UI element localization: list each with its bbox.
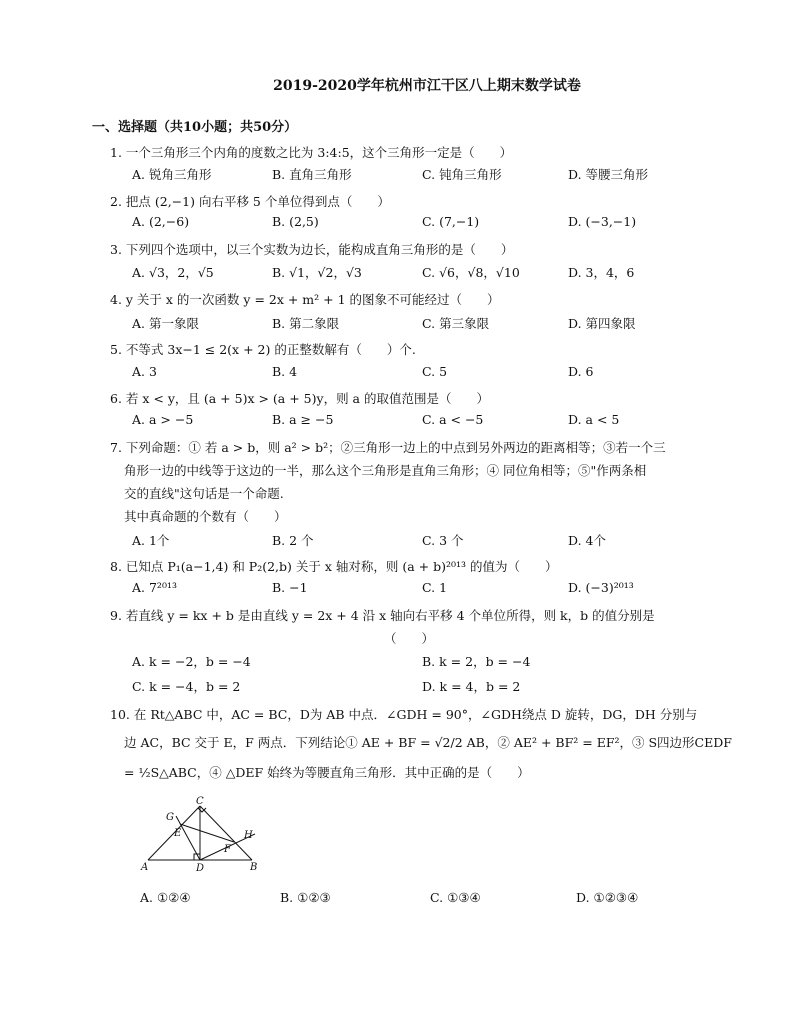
label-b: B <box>250 862 258 873</box>
question-10-line-1: 10. 在 Rt△ABC 中，AC = BC，D为 AB 中点．∠GDH = 90°，∠GDH绕点 D 旋转，DG，DH 分别与 <box>110 707 698 722</box>
option-c[interactable]: C. 5 <box>422 364 448 379</box>
question-3-stem: 3. 下列四个选项中，以三个实数为边长，能构成直角三角形的是（ ） <box>110 242 514 257</box>
option-a[interactable]: A. a > −5 <box>132 412 194 427</box>
question-10-line-3: = ½S△ABC，④ △DEF 始终为等腰直角三角形．其中正确的是（ ） <box>124 765 530 780</box>
question-7-line-2: 角形一边的中线等于这边的一半，那么这个三角形是直角三角形；④ 同位角相等；⑤"作两条相 <box>124 463 647 478</box>
option-d[interactable]: D. 4个 <box>568 533 606 548</box>
option-c[interactable]: C. 1 <box>422 580 448 595</box>
geometry-figure <box>140 796 265 874</box>
option-d[interactable]: D. ①②③④ <box>576 890 639 905</box>
question-9-line-2: （ ） <box>384 631 435 646</box>
question-7-line-1: 7. 下列命题：① 若 a > b，则 a² > b²；②三角形一边上的中点到另外两边的距离相等；③若一个三 <box>110 440 666 455</box>
question-6-options <box>132 412 692 430</box>
option-a[interactable]: A. ①②④ <box>140 890 191 905</box>
option-a[interactable]: A. 第一象限 <box>132 316 199 331</box>
option-a[interactable]: A. k = −2，b = −4 <box>132 654 251 669</box>
option-b[interactable]: B. (2,5) <box>272 214 319 229</box>
question-1-stem: 1. 一个三角形三个内角的度数之比为 3:4:5，这个三角形一定是（ ） <box>110 145 513 160</box>
option-d[interactable]: D. 3，4，6 <box>568 265 635 280</box>
option-d[interactable]: D. a < 5 <box>568 412 620 427</box>
label-c: C <box>196 796 204 807</box>
question-7-line-3: 交的直线"这句话是一个命题. <box>124 486 284 501</box>
option-c[interactable]: C. ①③④ <box>430 890 481 905</box>
label-f: F <box>224 844 231 855</box>
question-9-options-row-2 <box>132 677 692 695</box>
question-9-line-1: 9. 若直线 y = kx + b 是由直线 y = 2x + 4 沿 x 轴向右平移 4 个单位所得，则 k，b 的值分别是 <box>110 608 655 623</box>
option-a[interactable]: A. 1个 <box>132 533 170 548</box>
option-c[interactable]: C. (7,−1) <box>422 214 480 229</box>
question-2-stem: 2. 把点 (2,−1) 向右平移 5 个单位得到点（ ） <box>110 194 390 209</box>
question-5-stem: 5. 不等式 3x−1 ≤ 2(x + 2) 的正整数解有（ ）个. <box>110 342 416 357</box>
section-heading: 一、选择题（共10小题；共50分） <box>92 120 298 135</box>
option-a[interactable]: A. √3，2，√5 <box>132 265 214 280</box>
question-10-options <box>140 890 700 908</box>
option-c[interactable]: C. a < −5 <box>422 412 484 427</box>
option-c[interactable]: C. 3 个 <box>422 533 464 548</box>
option-a[interactable]: A. 7²⁰¹³ <box>132 580 177 595</box>
question-9-options-row-1 <box>132 652 692 670</box>
label-a: A <box>141 862 149 873</box>
question-3-options <box>132 263 692 281</box>
option-d[interactable]: D. (−3,−1) <box>568 214 637 229</box>
option-a[interactable]: A. 3 <box>132 364 157 379</box>
question-7-options <box>132 531 692 549</box>
question-2-options <box>132 214 692 232</box>
option-d[interactable]: D. 第四象限 <box>568 316 636 331</box>
option-b[interactable]: B. ①②③ <box>280 890 331 905</box>
option-b[interactable]: B. 第二象限 <box>272 316 340 331</box>
option-d[interactable]: D. 等腰三角形 <box>568 167 649 182</box>
label-e: E <box>174 828 182 839</box>
option-b[interactable]: B. 直角三角形 <box>272 167 352 182</box>
page-title: 2019-2020学年杭州市江干区八上期末数学试卷 <box>273 78 581 94</box>
option-b[interactable]: B. −1 <box>272 580 308 595</box>
option-b[interactable]: B. a ≥ −5 <box>272 412 334 427</box>
option-c[interactable]: C. 钝角三角形 <box>422 167 502 182</box>
label-g: G <box>166 812 174 823</box>
question-8-options <box>132 580 692 598</box>
option-a[interactable]: A. (2,−6) <box>132 214 190 229</box>
label-d: D <box>196 863 205 874</box>
option-c[interactable]: C. √6，√8，√10 <box>422 265 520 280</box>
question-4-stem: 4. y 关于 x 的一次函数 y = 2x + m² + 1 的图象不可能经过（ ） <box>110 292 500 307</box>
option-d[interactable]: D. k = 4，b = 2 <box>422 679 521 694</box>
question-10-line-2: 边 AC，BC 交于 E，F 两点．下列结论① AE + BF = √2/2 AB，② AE² + BF² = EF²，③ S四边形CEDF <box>124 735 732 750</box>
option-d[interactable]: D. 6 <box>568 364 594 379</box>
option-b[interactable]: B. 2 个 <box>272 533 314 548</box>
option-b[interactable]: B. 4 <box>272 364 298 379</box>
question-7-line-4: 其中真命题的个数有（ ） <box>124 509 287 524</box>
option-d[interactable]: D. (−3)²⁰¹³ <box>568 580 634 595</box>
question-6-stem: 6. 若 x < y，且 (a + 5)x > (a + 5)y，则 a 的取值范围是（ ） <box>110 391 489 406</box>
option-b[interactable]: B. √1，√2，√3 <box>272 265 362 280</box>
option-b[interactable]: B. k = 2，b = −4 <box>422 654 531 669</box>
question-1-options <box>132 165 692 183</box>
question-4-options <box>132 314 692 332</box>
label-h: H <box>244 830 253 841</box>
question-5-options <box>132 364 692 382</box>
option-c[interactable]: C. 第三象限 <box>422 316 490 331</box>
option-c[interactable]: C. k = −4，b = 2 <box>132 679 241 694</box>
option-a[interactable]: A. 锐角三角形 <box>132 167 212 182</box>
question-8-stem: 8. 已知点 P₁(a−1,4) 和 P₂(2,b) 关于 x 轴对称，则 (a + b)²⁰¹³ 的值为（ ） <box>110 559 558 574</box>
